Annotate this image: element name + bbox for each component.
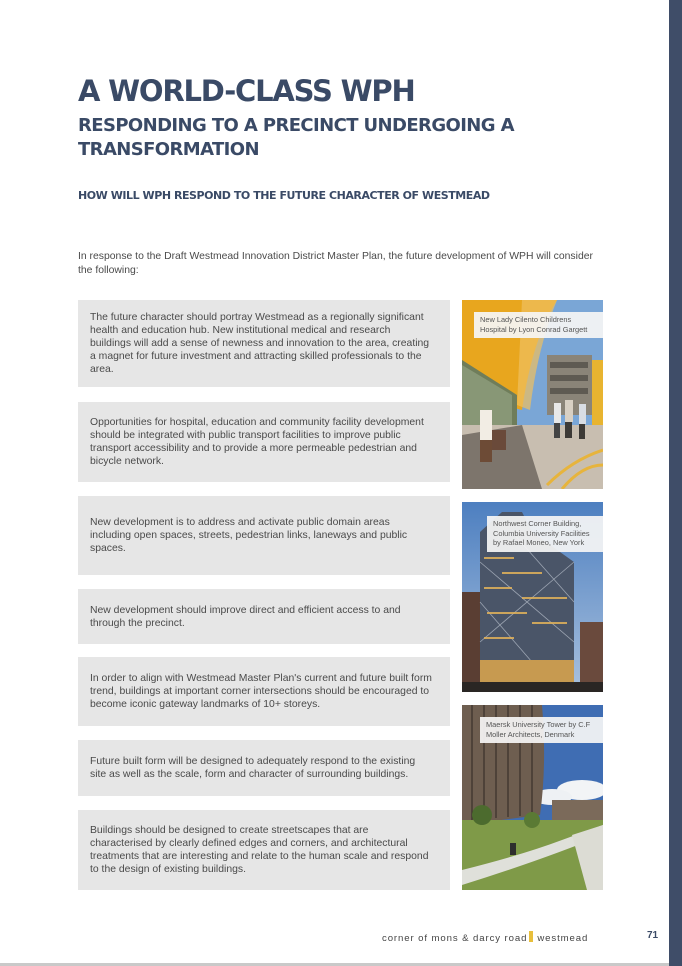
intro-paragraph: In response to the Draft Westmead Innovation District Master Plan, the future development of WPH will consider the following: [78, 251, 593, 276]
point-box [78, 496, 450, 575]
point-text: Buildings should be designed to create streetscapes that are characterised by clearly defined edges and corners, and architectural treatments that are interesting and relate to the human scale and respond to the design of existing buildings. [90, 825, 429, 875]
footer-separator [529, 931, 533, 942]
point-text: In order to align with Westmead Master Plan's current and future built form trend, buildings at important corner intersections should be encouraged to become iconic gateway landmarks of 10+ storeys. [90, 673, 432, 710]
point-text: New development should improve direct and efficient access to and through the precinct. [90, 604, 401, 629]
photo-caption: Maersk University Tower by C.F Moller Architects, Denmark [480, 717, 603, 743]
footer-location-left: corner of mons & darcy road [382, 933, 528, 944]
photo-caption: Northwest Corner Building, Columbia University Facilities by Rafael Moneo, New York [487, 516, 603, 552]
point-text: Future built form will be designed to adequately respond to the existing site as well as the scale, form and character of surrounding buildings. [90, 756, 416, 780]
page-title: A WORLD-CLASS WPH [78, 74, 415, 108]
point-box [78, 589, 450, 644]
footer-location-right: westmead [537, 933, 589, 944]
point-box [78, 740, 450, 796]
photo-caption: New Lady Cilento Childrens Hospital by Lyon Conrad Gargett [474, 312, 603, 338]
point-text: The future character should portray Westmead as a regionally significant health and education hub. New institutional medical and research buildings will add a sense of newness and innovation to the area, creating a magnet for future investment and attracting skilled professionals to the area. [90, 312, 430, 375]
section-heading: HOW WILL WPH RESPOND TO THE FUTURE CHARACTER OF WESTMEAD [78, 189, 490, 202]
page-subtitle: RESPONDING TO A PRECINCT UNDERGOING A TRANSFORMATION [78, 115, 514, 160]
point-box [78, 300, 450, 387]
page-number: 71 [647, 930, 659, 941]
point-box [78, 810, 450, 890]
point-text: Opportunities for hospital, education and community facility development should be integrated with public transport facilities to improve public transport accessibility and to provide a more permeable pedestrian and bicycle network. [90, 417, 424, 467]
point-text: New development is to address and activate public domain areas including open spaces, streets, pedestrian links, laneways and public spaces. [90, 517, 408, 554]
campus-landscape-photo [462, 705, 603, 890]
footer-location [382, 931, 588, 944]
street-scene-photo [462, 300, 603, 489]
point-box [78, 402, 450, 482]
point-box [78, 657, 450, 726]
glass-tower-photo [462, 502, 603, 692]
page-edge-bar [669, 0, 682, 966]
